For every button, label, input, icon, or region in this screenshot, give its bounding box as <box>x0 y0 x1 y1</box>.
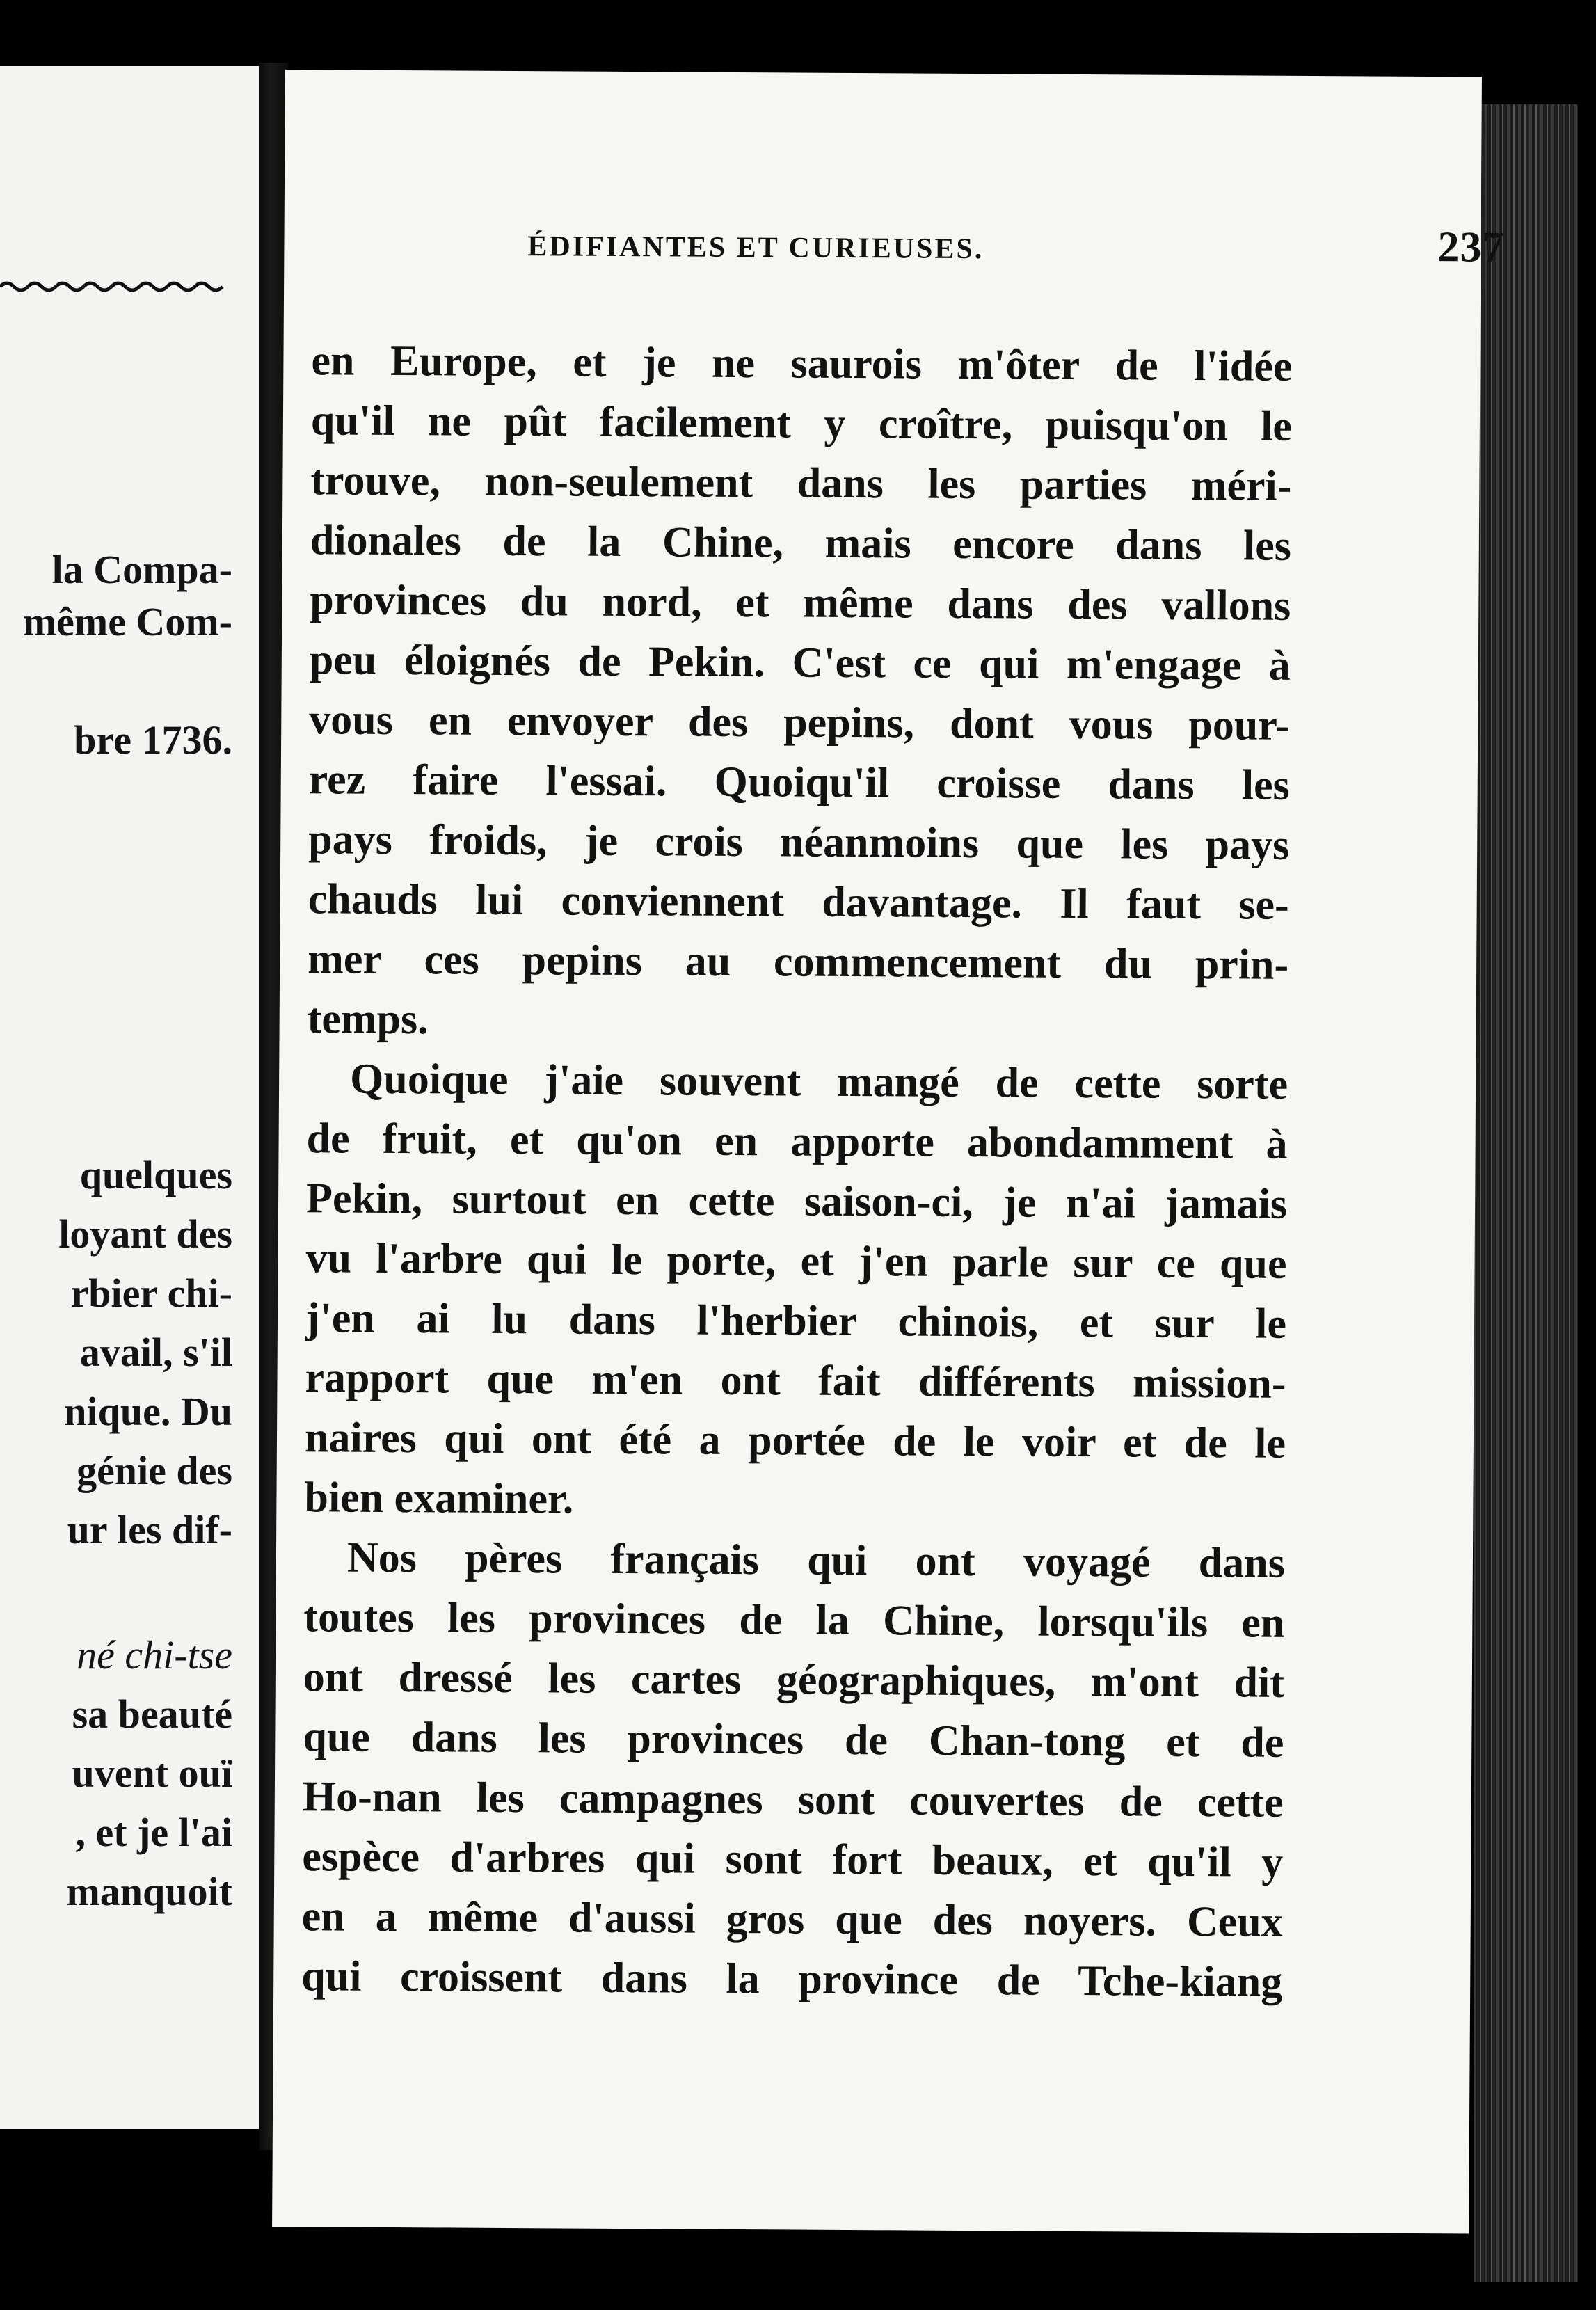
text-line: rez faire l'essai. Quoiqu'il croisse dans les <box>308 756 1290 809</box>
text-line: vous en envoyer des pepins, dont vous pour- <box>309 696 1291 749</box>
text-line: naires qui ont été a portée de le voir et de le <box>304 1414 1286 1467</box>
text-line: pays froids, je crois néanmoins que les pays <box>308 815 1290 869</box>
text-line: dionales de la Chine, mais encore dans les <box>310 516 1292 570</box>
left-page-line: quelques <box>79 1152 232 1197</box>
page-stack-edge <box>1474 104 1578 2282</box>
left-page-line: avail, s'il <box>79 1330 232 1375</box>
text-line: bien examiner. <box>304 1474 574 1523</box>
running-head-title: ÉDIFIANTES ET CURIEUSES. <box>527 230 984 266</box>
text-line: vu l'arbre qui le porte, et j'en parle sur ce que <box>305 1234 1287 1288</box>
ornament-rule <box>0 278 233 299</box>
text-line: chauds lui conviennent davantage. Il faut se- <box>308 875 1289 929</box>
left-page-line: né chi-tse <box>77 1632 232 1678</box>
text-line: mer ces pepins au commencement du prin- <box>307 935 1289 989</box>
running-head <box>527 217 1505 271</box>
left-page-line: génie des <box>77 1448 232 1493</box>
left-page-line: nique. Du <box>64 1389 232 1434</box>
text-line: en a même d'aussi gros que des noyers. Ceux <box>301 1893 1283 1946</box>
text-line: provinces du nord, et même dans des vallons <box>310 576 1291 630</box>
left-page-line: uvent ouï <box>72 1751 232 1796</box>
left-page-line: loyant des <box>58 1211 232 1257</box>
left-page-line: , et je l'ai <box>75 1810 232 1855</box>
left-page-line: sa beauté <box>72 1691 232 1737</box>
left-page-line: même Com- <box>22 599 232 644</box>
left-page-line: manquoit <box>66 1869 232 1914</box>
text-line: trouve, non-seulement dans les parties méri- <box>310 456 1292 510</box>
text-line: j'en ai lu dans l'herbier chinois, et sur le <box>305 1294 1287 1348</box>
text-line: que dans les provinces de Chan-tong et de <box>303 1713 1284 1767</box>
current-page <box>272 70 1505 2233</box>
text-line: de fruit, et qu'on en apporte abondamment à <box>306 1115 1288 1168</box>
text-line: qu'il ne pût facilement y croître, puisqu'on le <box>310 397 1293 450</box>
text-line: toutes les provinces de la Chine, lorsqu'ils en <box>303 1593 1285 1647</box>
left-page-line: bre 1736. <box>74 717 232 763</box>
text-line: temps. <box>307 995 429 1044</box>
text-line: espèce d'arbres qui sont fort beaux, et qu'il y <box>302 1833 1284 1886</box>
left-page-line: la Compa- <box>51 547 232 592</box>
text-line: rapport que m'en ont fait différents mission- <box>305 1354 1286 1408</box>
text-line: qui croissent dans la province de Tche-kiang <box>301 1952 1283 2006</box>
text-line: Quoique j'aie souvent mangé de cette sorte <box>349 1055 1288 1108</box>
left-page-line: rbier chi- <box>70 1270 232 1316</box>
page-number: 237 <box>1437 223 1505 271</box>
text-line: Pekin, surtout en cette saison-ci, je n'ai jamais <box>305 1174 1288 1228</box>
text-line: Nos pères français qui ont voyagé dans <box>346 1534 1286 1587</box>
left-page-line: ur les dif- <box>67 1507 232 1552</box>
text-line: Ho-nan les campagnes sont couvertes de cette <box>302 1773 1284 1826</box>
text-line: peu éloignés de Pekin. C'est ce qui m'engage à <box>309 636 1291 690</box>
previous-page-fragment <box>0 66 259 2129</box>
body-text <box>301 330 1293 2012</box>
text-line: en Europe, et je ne saurois m'ôter de l'idée <box>311 337 1293 390</box>
text-line: ont dressé les cartes géographiques, m'ont dit <box>303 1653 1285 1707</box>
